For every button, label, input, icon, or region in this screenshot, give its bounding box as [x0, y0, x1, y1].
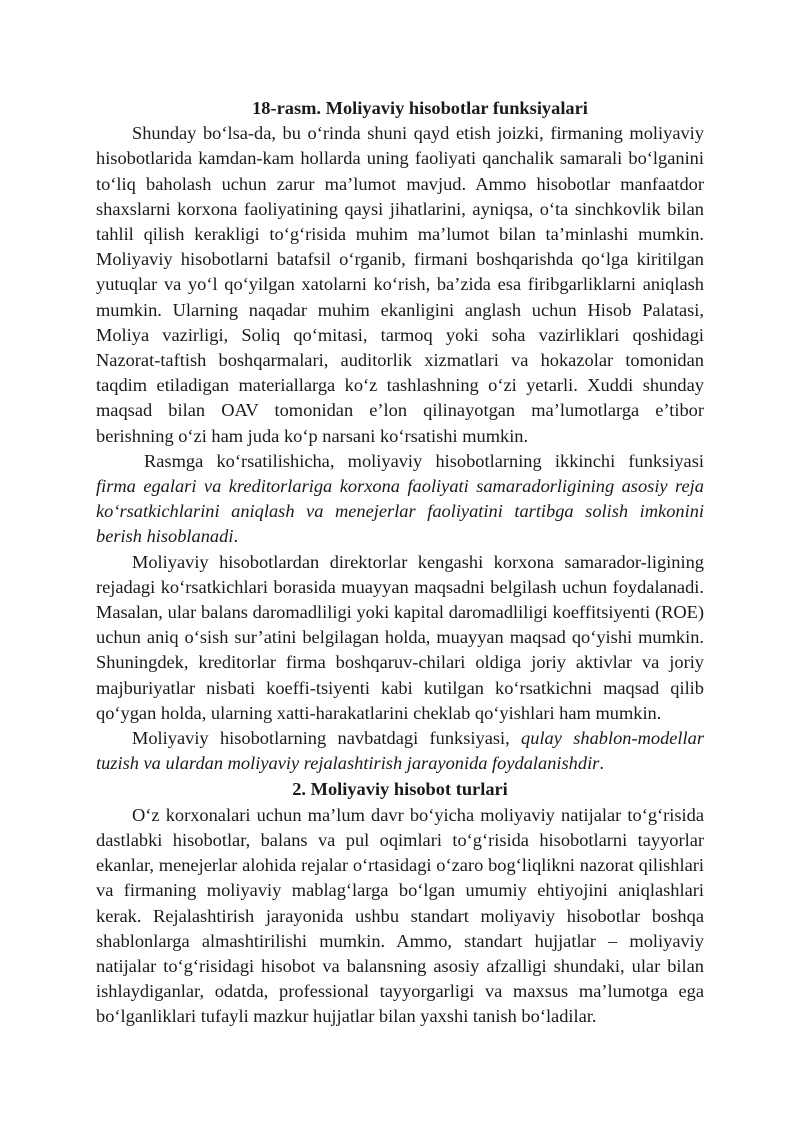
section-heading: 2. Moliyaviy hisobot turlari — [292, 779, 508, 800]
paragraph-board-targets: Moliyaviy hisobotlardan direktorlar kengashi korxona samarador-ligining rejadagi ko‘rsatkichlari borasida muayyan maqsadni belgilash uchun foydalanadi. Masalan, ular balans daromadliligi yoki kapital daromadliligi koeffitsiyenti (ROE) uchun aniq o‘sish sur’atini belgilagan holda, muayyan maqsad qo‘yishi mumkin. Shuningdek, kreditorlar firma boshqaruv-chilari oldiga joriy aktivlar va joriy majburiyatlar nisbati koeffi-tsiyenti kabi kutilgan ko‘rsatkichni maqsad qilib qo‘ygan holda, ularning xatti-harakatlarini cheklab qo‘yishlari ham mumkin. — [96, 551, 704, 723]
emphasized-text: firma egalari va kreditorlariga korxona faoliyati samaradorligining asosiy reja ko‘rsatkichlarini aniqlash va menejerlar faoliyatini tartibga solish imkonini berish hisoblanadi — [96, 476, 704, 547]
paragraph-next-function — [96, 726, 704, 776]
paragraph-period: . — [233, 526, 239, 547]
figure-caption: 18-rasm. Moliyaviy hisobotlar funksiyalari — [252, 98, 588, 118]
paragraph-report-assessment: Shunday bo‘lsa-da, bu o‘rinda shuni qayd etish joizki, firmaning moliyaviy hisobotlarida kamdan-kam hollarda uning faoliyati qanchalik samarali bo‘lganini to‘liq baholash uchun zarur ma’lumot mavjud. Ammo hisobotlar manfaatdor shaxslarni korxona faoliyatining qaysi jihatlarini, ayniqsa, o‘ta sinchkovlik bilan tahlil qilish kerakligi to‘g‘risida muhim ma’lumot bilan ta’minlashi mumkin. Moliyaviy hisobotlarni batafsil o‘rganib, firmani boshqarishda qo‘lga kiritilgan yutuqlar va yo‘l qo‘yilgan xatolarni ko‘rish, ba’zida esa firibgarliklarni aniqlash mumkin. Ularning naqadar muhim ekanligini anglash uchun Hisob Palatasi, Moliya vazirligi, Soliq qo‘mitasi, tarmoq yoki soha vazirliklari qoshidagi Nazorat-taftish boshqarmalari, auditorlik xizmatlari va hokazolar tomonidan taqdim etiladigan materiallarga ko‘z tashlashning o‘zi yetarli. Xuddi shunday maqsad bilan OAV tomonidan e’lon qilinayotgan ma’lumotlarga e’tibor berishning o‘zi ham juda ko‘p narsani ko‘rsatishi mumkin. — [96, 123, 704, 446]
document-body — [96, 96, 704, 1030]
paragraph-report-types: O‘z korxonalari uchun ma’lum davr bo‘yicha moliyaviy natijalar to‘g‘risida dastlabki hisobotlar, balans va pul oqimlari to‘g‘risida hisobotlarni tayyorlar ekanlar, menejerlar alohida rejalar o‘rtasidagi o‘zaro bog‘liqlikni nazorat qilishlari va firmaning moliyaviy mablag‘larga bo‘lgan umumiy ehtiyojini aniqlashlari kerak. Rejalashtirish jarayonida ushbu standart moliyaviy hisobotlar boshqa shablonlarga almashtirilishi mumkin. Ammo, standart hujjatlar – moliyaviy natijalar to‘g‘risidagi hisobot va balansning asosiy afzalligi shundaki, ular bilan ishlaydiganlar, odatda, professional tayyorgarligi va maxsus ma’lumotga ega bo‘lganliklari tufayli mazkur hujjatlar bilan yaxshi tanish bo‘ladilar. — [96, 804, 704, 1027]
paragraph-text: Rasmga ko‘rsatilishicha, moliyaviy hisobotlarning ikkinchi funksiyasi — [144, 450, 704, 471]
emphasized-text: qulay shablon-modellar tuzish va ulardan moliyaviy rejalashtirish jarayonida foydalanishdir — [96, 728, 704, 774]
paragraph-text: Moliyaviy hisobotlarning navbatdagi funksiyasi, — [132, 728, 522, 749]
paragraph-second-function — [96, 449, 704, 550]
paragraph-period: . — [599, 753, 604, 774]
